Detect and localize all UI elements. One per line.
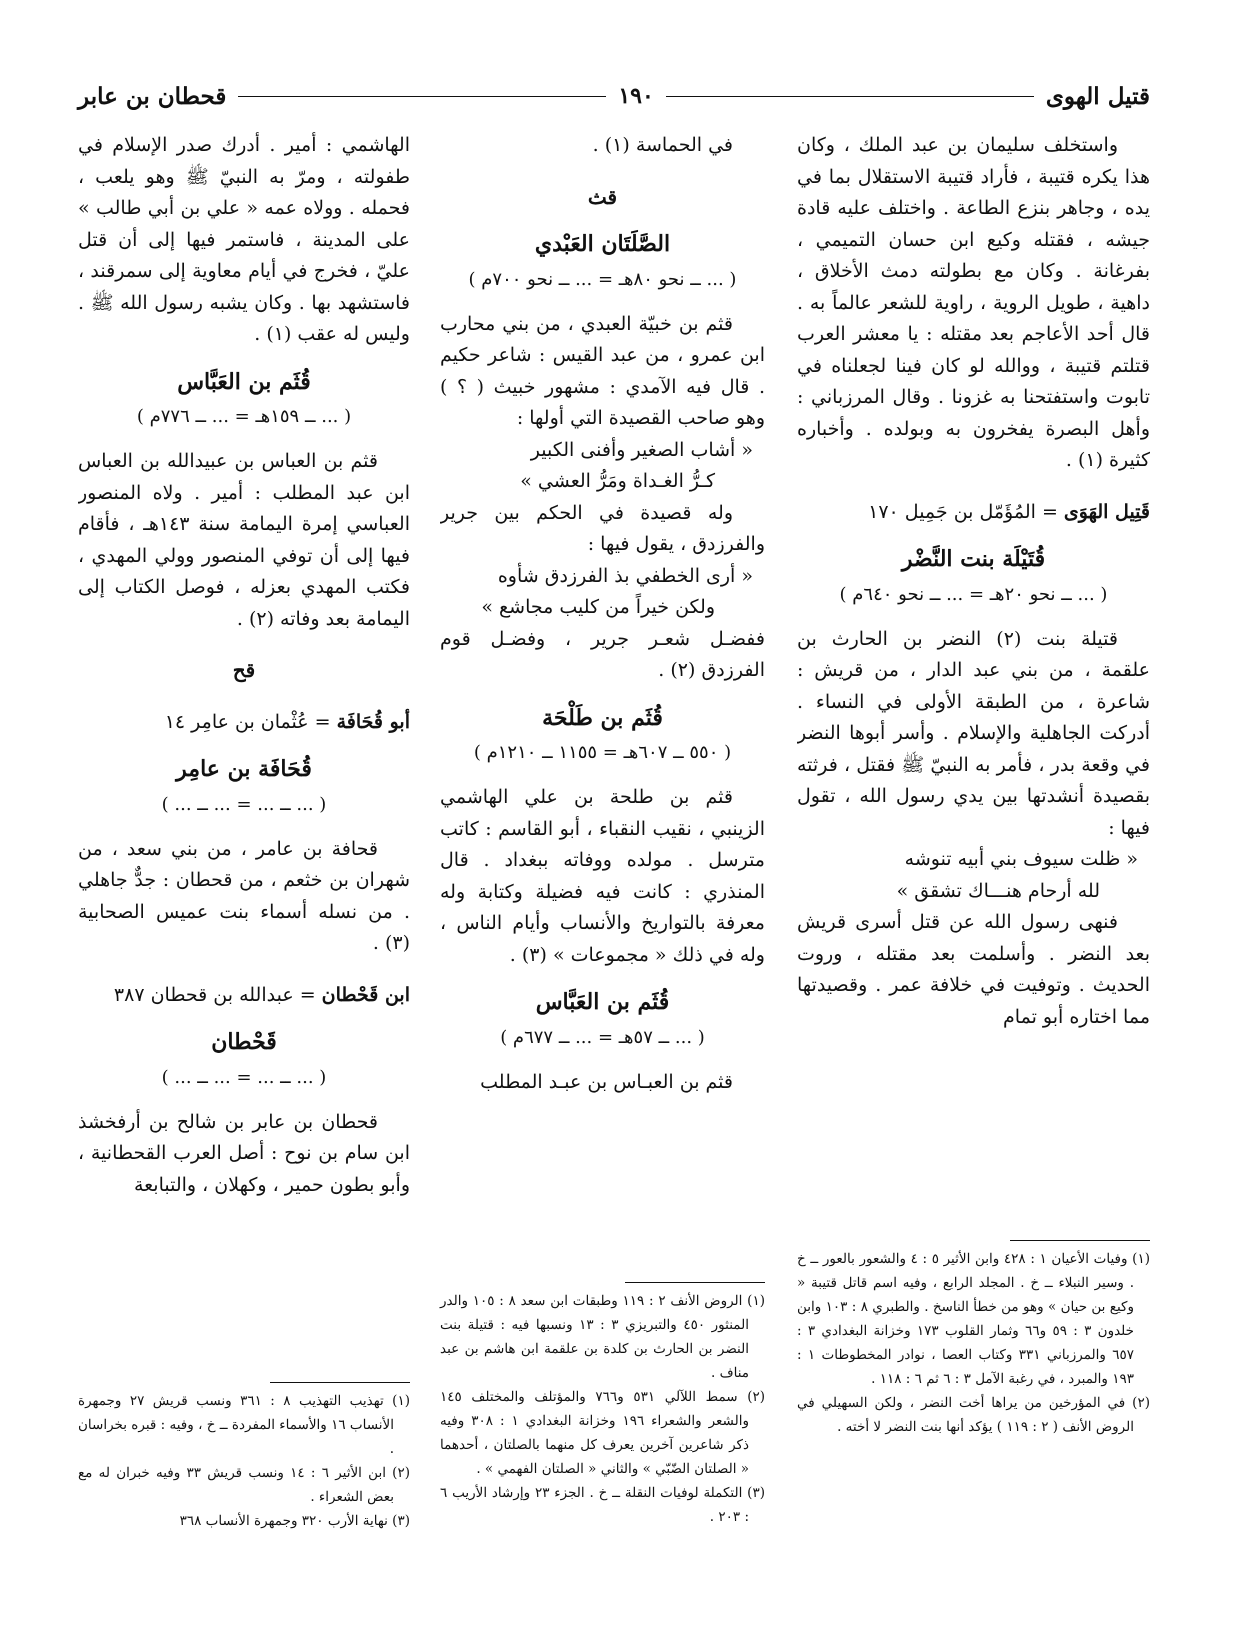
entry-dates: ( ... ــ نحو ٨٠هـ = ... ــ نحو ٧٠٠م )	[468, 268, 737, 290]
verse-line: « أرى الخطفي بذ الفرزدق شأوه	[497, 564, 753, 587]
header-rule	[666, 96, 1034, 97]
xref-term: قَتِيل الهَوَى	[1063, 500, 1150, 523]
footnote: (٣) نهاية الأرب ٣٢٠ وجمهرة الأنساب ٣٦٨	[179, 1513, 410, 1529]
footnotes-left	[78, 1382, 410, 1533]
running-head-left: قحطان بن عابر	[78, 82, 227, 110]
footnote-rule	[270, 1382, 410, 1383]
running-head-right: قتيل الهوى	[1045, 82, 1150, 110]
xref-target: = عبدالله بن قحطان ٣٨٧	[113, 983, 322, 1006]
paragraph: قحطان بن عابر بن شالح بن أرفخشذ ابن سام بن نوح : أصل العرب القحطانية ، وأبو بطون حمير ، وكهلان ، والتبابعة	[78, 1110, 410, 1196]
footnote: (٣) التكملة لوفيات النقلة ــ خ . الجزء ٢٣ وإرشاد الأريب ٦ : ٢٠٣ .	[440, 1485, 765, 1525]
header-rule	[238, 96, 606, 97]
xref-target: = عُثْمان بن عامِر ١٤	[164, 710, 337, 733]
section-heading: قث	[587, 184, 618, 209]
paragraph: وله قصيدة في الحكم بين جرير والفرزدق ، يقول فيها :	[440, 501, 765, 555]
entry-title: قُثَم بن العَبَّاس	[177, 368, 311, 395]
entry-title: قُحَافَة بن عامِر	[176, 756, 312, 782]
paragraph: ففضـل شعـر جرير ، وفضـل قوم الفرزدق (٢) .	[440, 627, 765, 681]
entry-title: الصَّلَتَان العَبْدي	[534, 231, 671, 257]
entry-dates: ( ... ــ ١٥٩هـ = ... ــ ٧٧٦م )	[136, 406, 352, 427]
footnote-rule	[625, 1282, 765, 1283]
verse-line: « ظلت سيوف بني أبيه تنوشه	[904, 848, 1138, 870]
paragraph: فنهى رسول الله عن قتل أسرى قريش بعد النضر . وأسلمت بعد مقتله ، وروت الحديث . وتوفيت في خلافة عمر . وقصيدتها مما اختاره أبو تمام	[797, 911, 1150, 1028]
entry-dates: ( ... ــ ... = ... ــ ... )	[161, 1066, 327, 1088]
paragraph: واستخلف سليمان بن عبد الملك ، وكان هذا يكره قتيبة ، فأراد قتيبة الاستقلال بما في يده ، وجاهر بنزع الطاعة . واختلف عليه قادة جيشه ، فقتله وكيع ابن حسان التميمي ، بفرغانة . وكان مع بطولته دمث الأخلاق ، داهية ، طويل الروية ، راوية للشعر عالماً به . قال أحد الأعاجم بعد مقتله : يا معشر العرب قتلتم قتيبة ، ووالله لو كان فينا لجعلناه في تابوت واستفتحنا به غزونا . وقال المرزباني : وأهل البصرة يفخرون به وبولده . وأخباره كثيرة (١) .	[797, 134, 1150, 471]
entry-dates: ( ... ــ نحو ٢٠هـ = ... ــ نحو ٦٤٠م )	[839, 583, 1108, 605]
cross-reference	[797, 497, 1150, 529]
entry-title: قُتَيْلَة بنت النَّضْر	[901, 546, 1046, 572]
paragraph: قثم بن العبـاس بن عبـد المطلب	[480, 1070, 733, 1093]
xref-target: = المُؤَمّل بن جَمِيل ١٧٠	[868, 500, 1064, 523]
xref-term: ابن قَحْطان	[321, 983, 410, 1006]
entry-title: قُثَم بن العَبَّاس	[535, 989, 670, 1015]
paragraph: قثم بن طلحة بن علي الهاشمي الزينبي ، نقيب النقباء ، أبو القاسم : كاتب مترسل . مولده ووفاته ببغداد . قال المنذري : كانت فيه فضيلة وكتابة وله معرفة بالتواريخ والأنساب وأيام الناس ، وله في ذلك « مجموعات » (٣) .	[440, 786, 765, 966]
footnote: (٢) سمط اللآلي ٥٣١ و٧٦٦ والمؤتلف والمختلف ١٤٥ والشعر والشعراء ١٩٦ وخزانة البغدادي ١ : ٣٠٨ وفيه ذكر شاعرين آخرين يعرف كل منهما بالصلتان ، أحدهما « الصلتان الضّبّي » والثاني « الصلتان الفهمي » .	[440, 1389, 766, 1477]
paragraph: الهاشمي : أمير . أدرك صدر الإسلام في طفولته ، ومرّ به النبيّ ﷺ وهو يلعب ، فحمله . وولاه عمه « علي بن أبي طالب » على المدينة ، فاستمر فيها إلى أن قتل عليّ ، فخرج في أيام معاوية إلى سمرقند ، فاستشهد بها . وكان يشبه رسول الله ﷺ . وليس له عقب (١) .	[78, 134, 410, 345]
entry-dates: ( ... ــ ٥٧هـ = ... ــ ٦٧٧م )	[500, 1026, 705, 1048]
running-header	[78, 78, 1150, 114]
verse-line: « أشاب الصغير وأفنى الكبير	[530, 438, 753, 461]
verse-line: كـرُّ الغـداة ومَرُّ العشي »	[520, 470, 715, 492]
cross-reference	[78, 980, 410, 1012]
xref-term: أبو قُحَافَة	[336, 710, 410, 733]
footnote: (٢) في المؤرخين من يراها أخت النضر ، ولكن السهيلي في الروض الأنف ( ٢ : ١١٩ ) يؤكد أنها بنت النضر لا أخته .	[797, 1395, 1150, 1435]
entry-dates: ( ٥٥٠ ــ ٦٠٧هـ = ١١٥٥ ــ ١٢١٠م )	[473, 742, 732, 763]
footnotes-middle	[440, 1282, 765, 1529]
paragraph: قحافة بن عامر ، من بني سعد ، من شهران بن خثعم ، من قحطان : جدٌّ جاهلي . من نسله أسماء بنت عميس الصحابية (٣) .	[78, 837, 410, 954]
cross-reference	[78, 707, 410, 739]
entry-title: قَحْطان	[211, 1029, 277, 1055]
footnotes-right	[797, 1240, 1150, 1439]
paragraph: قثم بن خبيّة العبدي ، من بني محارب ابن عمرو ، من عبد القيس : شاعر حكيم . قال فيه الآمدي : مشهور خبيث ( ؟ ) وهو صاحب القصيدة التي أولها :	[440, 312, 765, 429]
entry-dates: ( ... ــ ... = ... ــ ... )	[161, 793, 327, 815]
section-heading: قح	[232, 658, 256, 682]
paragraph: قتيلة بنت (٢) النضر بن الحارث بن علقمة ، من بني عبد الدار ، من قريش : شاعرة ، من الطبقة الأولى في النساء . أدركت الجاهلية والإسلام . وأسر أبوها النضر في وقعة بدر ، فأمر به النبيّ ﷺ فقتل ، فرثته بقصيدة أنشدتها بين يدي رسول الله ، تقول فيها :	[797, 627, 1150, 839]
paragraph: في الحماسة (١) .	[592, 134, 733, 156]
footnote: (٢) ابن الأثير ٦ : ١٤ ونسب قريش ٣٣ وفيه خبران له مع بعض الشعراء .	[78, 1465, 410, 1505]
verse-line: لله أرحام هنـــاك تشقق »	[896, 879, 1100, 902]
footnote: (١) الروض الأنف ٢ : ١١٩ وطبقات ابن سعد ٨ : ١٠٥ والدر المنثور ٤٥٠ والتبريزي ٣ : ١٣ ونسبها فيه : قتيلة بنت النضر بن الحارث بن كلدة بن علقمة ابن هاشم بن عبد مناف .	[440, 1293, 765, 1381]
footnote: (١) وفيات الأعيان ١ : ٤٢٨ وابن الأثير ٥ : ٤ والشعور بالعور ــ خ . وسير النبلاء ــ خ . المجلد الرابع ، وفيه اسم قاتل قتيبة « وكيع بن حيان » وهو من خطأ الناسخ . والطبري ٨ : ١٠٣ وابن خلدون ٣ : ٥٩ و٦٦ وثمار القلوب ١٧٣ وخزانة البغدادي ٣ : ٦٥٧ والمرزباني ٣٣١ وكتاب العصا ، نوادر المخطوطات ١ : ١٩٣ والمبرد ، في رغبة الآمل ٣ : ٦ ثم ٦ : ١١٨ .	[797, 1251, 1150, 1387]
page-number: ١٩٠	[618, 83, 654, 109]
entry-title: قُثَم بن طَلْحَة	[542, 704, 663, 731]
footnote: (١) تهذيب التهذيب ٨ : ٣٦١ ونسب قريش ٢٧ وجمهرة الأنساب ١٦ والأسماء المفردة ــ خ ، وفيه : قبره بخراسان .	[78, 1393, 410, 1457]
footnote-rule	[1010, 1240, 1150, 1241]
paragraph: قثم بن العباس بن عبيدالله بن العباس ابن عبد المطلب : أمير . ولاه المنصور العباسي إمرة اليمامة سنة ١٤٣هـ ، فأقام فيها إلى أن توفي المنصور وولي المهدي ، فكتب المهدي بعزله ، فوصل الكتاب إلى اليمامة بعد وفاته (٢) .	[78, 450, 410, 630]
verse-line: ولكن خيراً من كليب مجاشع »	[481, 596, 715, 618]
